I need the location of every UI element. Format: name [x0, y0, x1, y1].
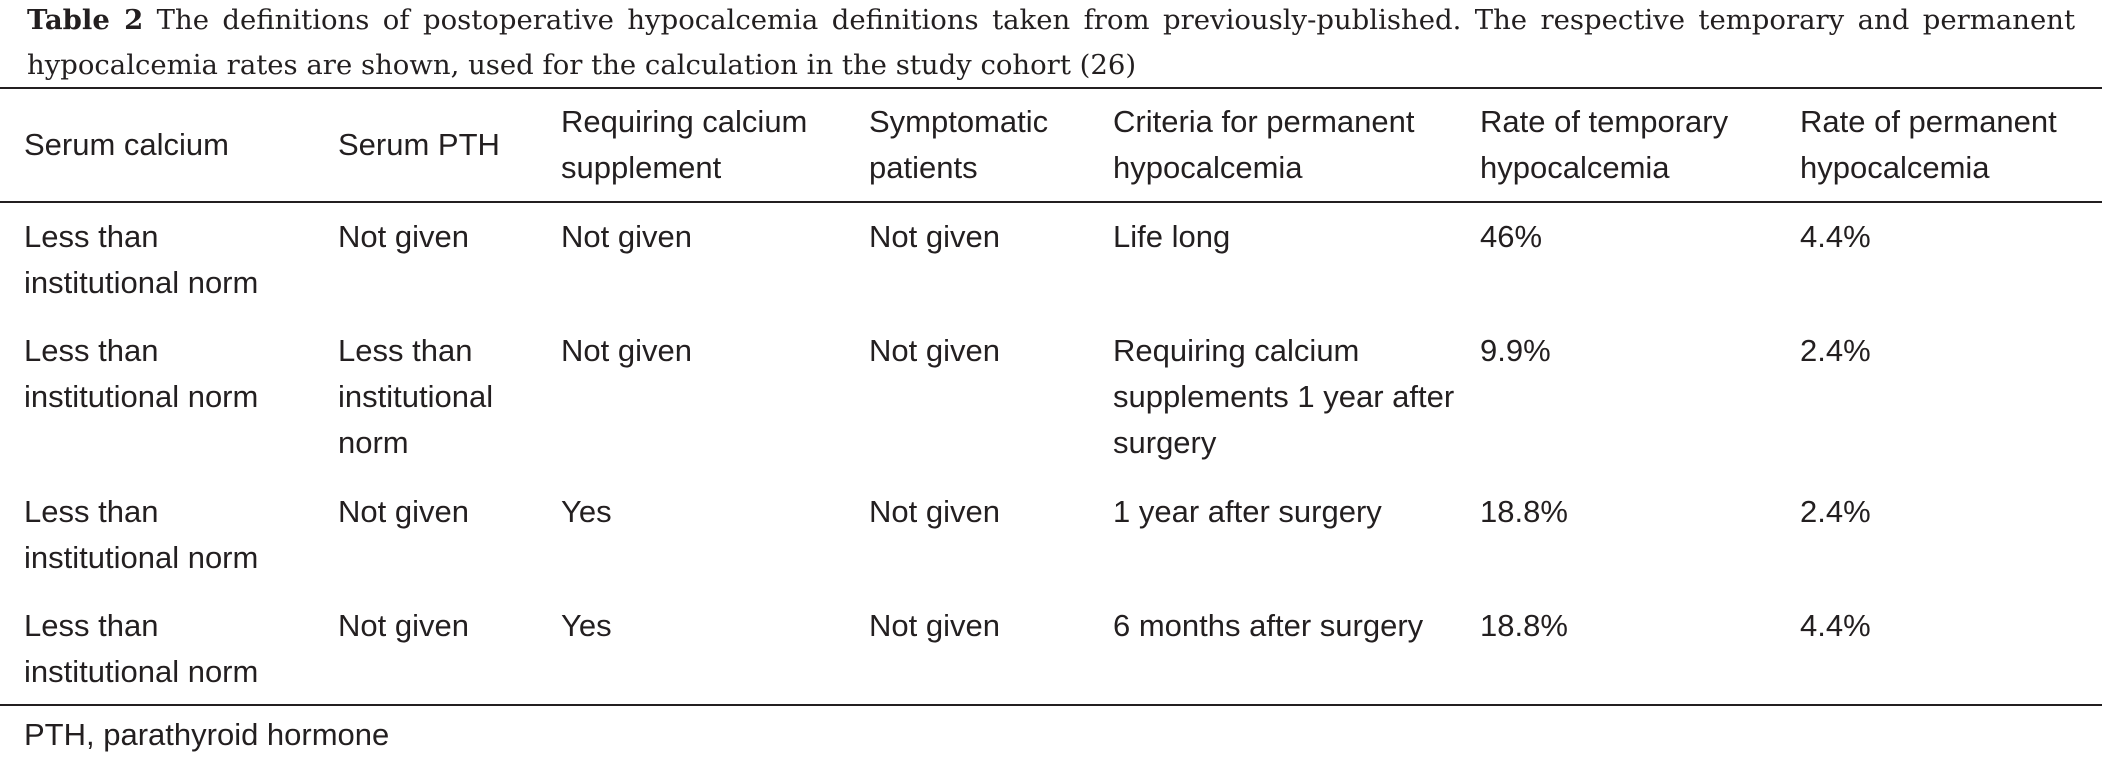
cell-symptomatic: Not given: [869, 333, 1000, 368]
cell-serum-calcium: Less than institutional norm: [24, 608, 259, 689]
cell-calcium-supplement: Yes: [561, 608, 612, 643]
header-serum-calcium: Serum calcium: [24, 127, 229, 162]
cell-rate-permanent: 2.4%: [1800, 333, 1871, 368]
header-criteria-permanent: Criteria for permanent hypocalcemia: [1113, 104, 1415, 185]
bottom-rule: [0, 704, 2102, 706]
cell-symptomatic: Not given: [869, 494, 1000, 529]
table-label: Table 2: [27, 4, 144, 36]
cell-serum-calcium: Less than institutional norm: [24, 494, 259, 575]
cell-serum-pth: Not given: [338, 219, 469, 254]
cell-rate-permanent: 2.4%: [1800, 494, 1871, 529]
cell-rate-permanent: 4.4%: [1800, 219, 1871, 254]
cell-symptomatic: Not given: [869, 219, 1000, 254]
cell-rate-temporary: 9.9%: [1480, 333, 1551, 368]
cell-rate-permanent: 4.4%: [1800, 608, 1871, 643]
cell-serum-pth: Not given: [338, 494, 469, 529]
cell-criteria: 1 year after surgery: [1113, 494, 1382, 529]
top-rule: [0, 87, 2102, 89]
cell-rate-temporary: 18.8%: [1480, 494, 1568, 529]
cell-rate-temporary: 18.8%: [1480, 608, 1568, 643]
cell-serum-pth: Less than institutional norm: [338, 333, 494, 460]
cell-criteria: 6 months after surgery: [1113, 608, 1424, 643]
cell-criteria: Requiring calcium supplements 1 year after surgery: [1113, 333, 1455, 460]
cell-calcium-supplement: Not given: [561, 333, 692, 368]
cell-serum-calcium: Less than institutional norm: [24, 219, 259, 300]
header-rate-temporary: Rate of temporary hypocalcemia: [1480, 104, 1729, 185]
cell-calcium-supplement: Yes: [561, 494, 612, 529]
cell-serum-calcium: Less than institutional norm: [24, 333, 259, 414]
header-serum-pth: Serum PTH: [338, 127, 500, 162]
cell-serum-pth: Not given: [338, 608, 469, 643]
table-caption: [27, 0, 2075, 88]
caption-text: The definitions of postoperative hypocalcemia definitions taken from previously-published. The respective temporary and permanent hypocalcemia rates are shown, used for the calculation in the study cohort (26): [27, 4, 2075, 81]
header-symptomatic-patients: Symptomatic patients: [869, 104, 1049, 185]
header-requiring-calcium-supplement: Requiring calcium supplement: [561, 104, 808, 185]
header-rule: [0, 201, 2102, 203]
cell-symptomatic: Not given: [869, 608, 1000, 643]
header-rate-permanent: Rate of permanent hypocalcemia: [1800, 104, 2057, 185]
cell-criteria: Life long: [1113, 219, 1231, 254]
table-footnote: PTH, parathyroid hormone: [24, 717, 390, 752]
cell-rate-temporary: 46%: [1480, 219, 1543, 254]
cell-calcium-supplement: Not given: [561, 219, 692, 254]
